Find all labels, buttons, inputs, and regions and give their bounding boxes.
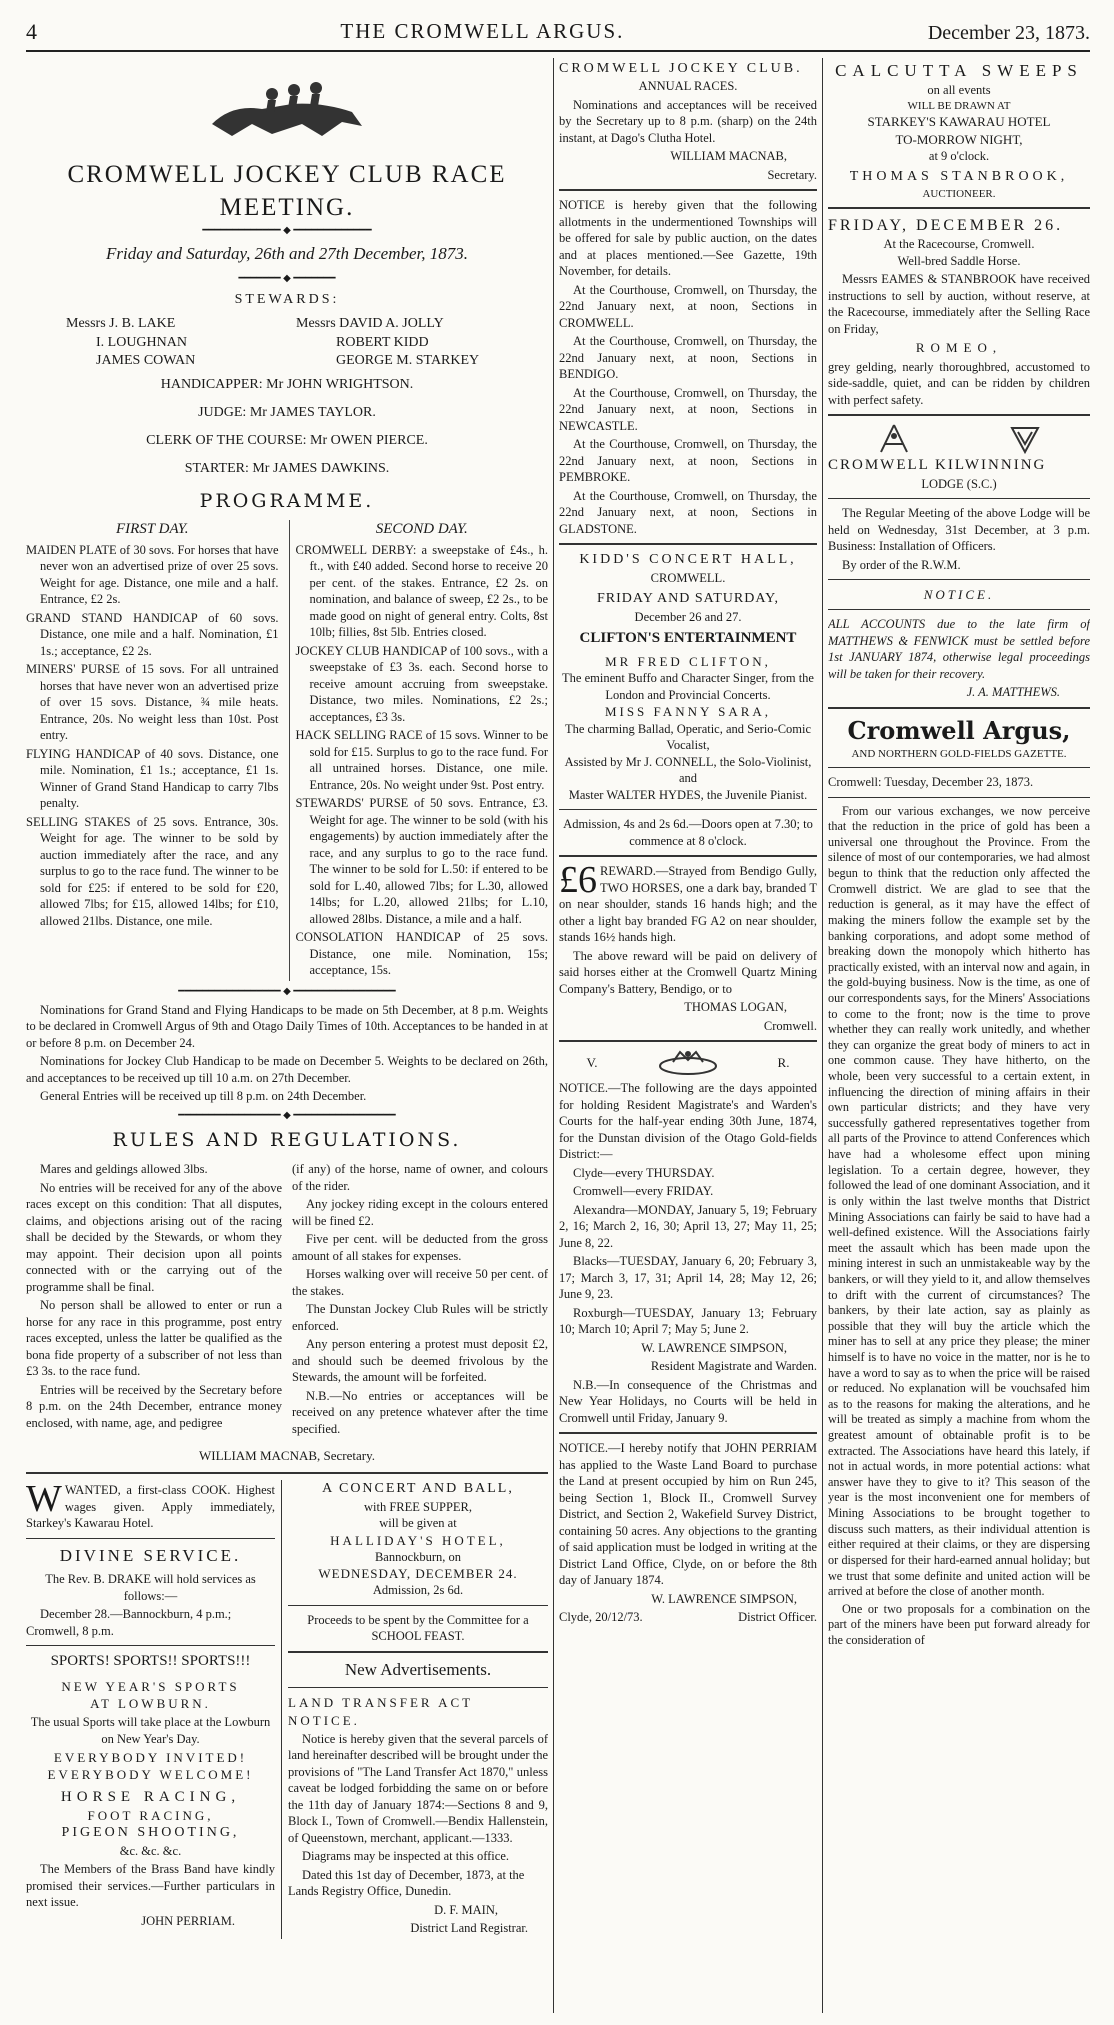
lodge-text: The Regular Meeting of the above Lodge will be held on Wednesday, 31st December, at 3 p.m. Business: Installation of Officers. [828,506,1090,554]
royal-crest-icon [653,1048,723,1078]
concert-text: will be given at [379,1516,457,1531]
allotment-item: At the Courthouse, Cromwell, on Thursday, the 22nd January next, at noon, Sections in BENDIGO. [559,334,817,382]
racehorses-illustration-icon [202,64,372,154]
reward-signature: Cromwell. [763,1018,817,1033]
notice-signature: J. A. MATTHEWS. [966,685,1060,700]
court-schedule: Alexandra—MONDAY, January 5, 19; February 2, 16; March 2, 16, 30; April 13, 27; May 11, 25; June 8, 22. [559,1202,817,1250]
lodge-title: CROMWELL KILWINNING [828,457,1047,474]
calcutta-text: on all events [927,83,991,98]
friday-text: Well-bred Saddle Horse. [897,253,1021,268]
kidd-text: The eminent Buffo and Character Singer, from the London and Provincial Concerts. [562,671,814,702]
rule-line [26,1645,275,1646]
calcutta-text: TO-MORROW NIGHT, [895,131,1023,147]
ornament-icon: ━━━━━━━━━━━━━ ◆ ━━━━━━━━━━━━━ [202,225,372,236]
race-entry: MAIDEN PLATE of 30 sovs. For horses that have never won an advertised prize of over 25 sovs. Weight for age. Distance, one mile and a half. Entrance, £2 2s. [26,542,279,607]
calcutta-text: at 9 o'clock. [928,148,990,163]
rule: N.B.—No entries or acceptances will be received on any pretence whatever after the time specified. [292,1388,548,1436]
rule: No person shall be allowed to enter or run a horse for any race in this programme, post entry races excepted, unless the latter be qualified as the bona fide property of a subscriber of not less than £3 3s. to the race fund. [26,1298,282,1379]
rule-line [26,1472,548,1474]
kidd-title: KIDD'S CONCERT HALL, [579,552,797,568]
sports-text: EVERYBODY WELCOME! [47,1767,254,1783]
cjc-signature: Secretary. [767,167,817,182]
race-entry: SELLING STAKES of 25 sovs. Entrance, 30s. Weight for age. The winner to be sold by auction immediately after the race, and any surplus to go to the race fund. The winner to be sold for £25: if entered to be sold for £20, allowed 7lbs; for £15, allowed 14lbs; for £10, allowed 21lbs. Distance, one mile. [26,814,279,928]
sports-title: SPORTS! SPORTS!! SPORTS!!! [50,1653,251,1670]
wanted-advert: WWANTED, a first-class COOK. Highest wages given. Apply immediately, Starkey's Kawarau Hotel. [26,1478,275,1531]
rules-heading: RULES AND REGULATIONS. [112,1128,462,1151]
allotment-notice: NOTICE is hereby given that the following allotments in the undermentioned Townships will be offered for sale by public auction, on the dates and at places mentioned.—See Gazette, 19th November, for details. [559,198,817,279]
nominations [26,1002,548,1105]
concert-text: Proceeds to be spent by the Committee for a SCHOOL FEAST. [307,1612,529,1644]
calcutta-text: STARKEY'S KAWARAU HOTEL [867,114,1051,130]
official: CLERK OF THE COURSE: Mr OWEN PIERCE. [146,432,428,448]
land-act-text: Diagrams may be inspected at this office. [302,1849,509,1864]
editorial-paragraph: From our various exchanges, we now perceive that the reduction in the price of gold has been a universal one throughout the Province. From the silence of most of our contemporaries, we had almost begun to think that the reduction only affected the Cromwell district. We are glad to see that the reduction is general, as it may have the effect of making the miners follow the example set by the banking corporations, and adopt some method of breaking down the monopoly which hitherto has practically existed, with an interval now and again, in the gold-buying business. Now is the time, as one of our correspondents says, for the Miners' Associations to come to the front; now is the time to prove whether they can really work unitedly, and whether they can organize the great body of miners to act in one common cause. They have hitherto, on the whole, been very successful to a certain extent, in influencing the direction of mining affairs in their own particular districts; and they have very successfully gathered representatives together from all parts of the Province to attend Conferences which have had a wholesome effect upon mining legislation. To a certain degree, however, they followed the lead of one dominant Association, and it is only within the last twelve months that District Mining Associations can fairly be said to have had a well-defined existence. Will the Associations fairly meet the assault which has been made upon the mining interest in such an unmistakeable way by the bankers, or will they yield to it, and allow themselves to drift with the current of circumstances? The bankers, by their late action, say as plainly as possible that they will buy the article which the miner has to sell at any price they please; the miner himself is to have no voice in the matter, nor is he to have a word to say as to when the price will be raised or reduced. No explanation will be vouchsafed him as to the reasons for making the alterations, and he will be treated as simply a machine from whom the greatest amount of obtainable profit is to be extracted. The Associations have heard this lately, if not in actual words, in more potential actions: what answer have they to give to it? This season of the year is the most inconvenient one for members of Mining Associations to be brought together to discuss such matters, as their individual attention is either required at their claims, or they are dispersing or dispersed for their hard-earned annual holiday; but we trust that some definite and united action will be arrived at before the close of another month. [828,803,1090,1599]
friday-text: Messrs EAMES & STANBROOK have received instructions to sell by auction, without reserve, at the Racecourse, immediately after the Selling Race on Friday, [828,272,1090,336]
kidd-advert [559,551,817,849]
rule: Five per cent. will be deducted from the gross amount of all stakes for expenses. [292,1232,548,1263]
rule: Entries will be received by the Secretary before 8 p.m. on the 24th December, entrance money enclosed, with name, age, and pedigree [26,1382,282,1430]
rule-line [828,707,1090,709]
rule: The Dunstan Jockey Club Rules will be strictly enforced. [292,1302,548,1333]
perriam-notice: NOTICE.—I hereby notify that JOHN PERRIAM has applied to the Waste Land Board to purchase the Land at present occupied by him on Run 245, being Section 1, Block II., Cromwell Survey District, and Section 2, Wakefield Survey District, containing 50 acres. Any objections to the granting of said application must be lodged in writing at the District Land Office, Clyde, on or before the 8th day of January 1874. [559,1441,817,1588]
sports-text: The Members of the Brass Band have kindly promised their services.—Further particulars in next issue. [26,1862,275,1910]
second-day-heading: SECOND DAY. [375,520,468,537]
court-schedule: Clyde—every THURSDAY. [573,1165,715,1180]
steward-name: Messrs DAVID A. JOLLY [296,316,444,332]
crest-letter: R. [777,1055,790,1071]
lodge-text: LODGE (S.C.) [921,476,997,491]
race-title: CROMWELL JOCKEY CLUB RACE MEETING. [67,161,507,221]
reward-signature: THOMAS LOGAN, [684,1000,787,1015]
sports-text: PIGEON SHOOTING, [61,1825,240,1841]
editorial-dateline: Cromwell: Tuesday, December 23, 1873. [828,775,1034,790]
lodge-text: By order of the R.W.M. [842,557,961,572]
newspaper-title: THE CROMWELL ARGUS. [340,19,625,44]
rule-line [559,189,817,191]
kidd-text: MR FRED CLIFTON, [605,654,771,670]
cjc-title: CROMWELL JOCKEY CLUB. [559,61,803,76]
concert-text: Admission, 2s 6d. [372,1583,464,1598]
kidd-text: Master WALTER HYDES, the Juvenile Pianist. [568,787,808,802]
steward-name: GEORGE M. STARKEY [336,353,480,369]
court-schedule: Blacks—TUESDAY, January 6, 20; February 3, 17; March 3, 17, 31; April 14, 28; May 12, 26; June 9, 23. [559,1254,817,1302]
race-meeting-advert [26,60,548,2015]
officials [26,371,548,483]
rule-line [288,1687,548,1688]
divine-text: The Rev. B. DRAKE will hold services as follows:— [45,1572,256,1603]
allotment-item: At the Courthouse, Cromwell, on Thursday, the 22nd January next, at noon, Sections in PEMBROKE. [559,437,817,485]
sports-signature: JOHN PERRIAM. [141,1913,235,1928]
land-act-text: Notice is hereby given that the several parcels of land hereinafter described will be brought under the provisions of "The Land Transfer Act 1870," unless caveat be lodged forbidding the same on or before the 11th day of January 1874:—Sections 8 and 9, Block I., Town of Cromwell.—Bendix Hallenstein, of Queenstown, merchant, applicant.—1333. [288,1731,548,1845]
lower-left-col [26,1480,282,1939]
lower-left-ads [26,1480,548,1939]
kidd-text: The charming Ballad, Operatic, and Serio-Comic Vocalist, [564,721,812,753]
masthead [26,14,1090,52]
concert-text: Bannockburn, on [374,1549,462,1564]
rule-line [26,1538,275,1539]
race-entry: CONSOLATION HANDICAP of 25 sovs. Distance, one mile. Nomination, 15s; acceptance, 15s. [295,930,548,978]
page-number: 4 [26,18,37,44]
steward-name: JAMES COWAN [96,353,196,369]
rule-line [559,1432,817,1434]
steward-name: Messrs J. B. LAKE [66,316,176,332]
courts-signature: W. LAWRENCE SIMPSON, [641,1340,787,1355]
secretary-signature: WILLIAM MACNAB, Secretary. [198,1448,376,1464]
sports-text: EVERYBODY INVITED! [53,1750,248,1766]
ornament-icon: ━━━━━━━━━━━━━━━━━ ◆ ━━━━━━━━━━━━━━━━━ [178,1109,396,1121]
ornament-icon: ━━━━━━━ ◆ ━━━━━━━ [238,272,336,284]
friday-title: FRIDAY, DECEMBER 26. [828,217,1064,235]
perriam-officer: District Officer. [738,1610,817,1625]
rule: (if any) of the horse, name of owner, and colours of the rider. [292,1162,548,1193]
editorial-masthead: Cromwell Argus, [847,715,1071,745]
official: JUDGE: Mr JAMES TAYLOR. [198,404,376,420]
cjc-text: Nominations and acceptances will be received by the Secretary up to 8 p.m. (sharp) on the 24th instant, at Dago's Clutha Hotel. [559,97,817,145]
rules [26,1159,548,1439]
official: STARTER: Mr JAMES DAWKINS. [184,460,390,476]
right-column [828,60,1090,2015]
rule-line [288,1605,548,1606]
masonic-emblems [828,422,1090,456]
editorial-subtitle: AND NORTHERN GOLD-FIELDS GAZETTE. [851,747,1067,760]
compass-emblem-icon [1008,422,1042,456]
calcutta-advert [828,60,1090,201]
reward-amount: £6 [559,859,597,902]
middle-column [559,60,817,2015]
court-schedule: Roxburgh—TUESDAY, January 13; February 10; March 10; April 7; May 5; June 2. [559,1305,817,1337]
concert-advert [288,1480,548,1645]
rule-line [559,809,817,810]
allotment-item: At the Courthouse, Cromwell, on Thursday, the 22nd January next, at noon, Sections in NEWCASTLE. [559,385,817,433]
race-dates: Friday and Saturday, 26th and 27th December, 1873. [106,244,468,264]
lower-mid-col [282,1480,548,1939]
official: HANDICAPPER: Mr JOHN WRIGHTSON. [160,376,414,392]
rule: Mares and geldings allowed 3lbs. [40,1162,208,1177]
concert-text: HALLIDAY'S HOTEL, [330,1532,506,1548]
sports-text: The usual Sports will take place at the Lowburn on New Year's Day. [30,1715,271,1746]
friday-text: grey gelding, nearly thoroughbred, accustomed to side-saddle, quiet, and can be ridden by children with perfect safety. [828,359,1090,407]
nominations-text: General Entries will be received up till 8 p.m. on 24th December. [40,1089,367,1104]
perriam-signature: W. LAWRENCE SIMPSON, [651,1591,797,1606]
courts-notice: NOTICE.—The following are the days appointed for holding Resident Magistrate's and Warden's Courts for the half-year ending 30th June, 1874, for the Dunstan division of the Otago Gold-fields District:— [559,1081,817,1162]
calcutta-text: WILL BE DRAWN AT [907,99,1011,112]
issue-date: December 23, 1873. [927,21,1090,44]
sports-text: &c. &c. &c. [119,1843,182,1858]
race-entry: FLYING HANDICAP of 40 sovs. Distance, one mile. Nomination, £1 1s.; acceptance, £1 1s. Winner of Grand Stand Handicap to carry 7lbs penalty. [26,746,279,811]
allotment-item: At the Courthouse, Cromwell, on Thursday, the 22nd January next, at noon, Sections in CROMWELL. [559,282,817,330]
rule-line [288,1651,548,1653]
notice-title: NOTICE. [923,587,995,603]
race-entry: JOCKEY CLUB HANDICAP of 100 sovs., with a sweepstake of £3 3s. each. Second horse to receive amount accruing from sweepstake. Distance, two miles. Nominations, £2 2s.; acceptances, £3 3s. [295,643,548,724]
sports-text: HORSE RACING, [60,1788,241,1805]
ornament-icon: ━━━━━━━━━━━━━━━━━ ◆ ━━━━━━━━━━━━━━━━━ [178,985,396,997]
race-entry: CROMWELL DERBY: a sweepstake of £4s., h. ft., with £40 added. Second horse to receive 20 per cent. of the stakes. Entrance, £2 2s. on nomination, and balance of sweep, £2 2s., to be made good on night of general entry. Colts, 8st 10lb; fillies, 8st 5lb. Entries closed. [295,542,548,640]
rule-line [828,207,1090,209]
rule: No entries will be received for any of the above races except on this condition: That all disputes, claims, and objections arising out of the racing shall be decided by the Stewards, or whom they may appoint. Their decision upon all points connected with or the carrying out of the programme shall be final. [26,1180,282,1294]
horse-name: ROMEO, [915,340,1003,356]
rule: Any jockey riding except in the colours entered will be fined £2. [292,1197,548,1228]
rule-line [828,414,1090,416]
rule: Any person entering a protest must deposit £2, and should such be deemed frivolous by the Stewards, the amount will be forfeited. [292,1337,548,1385]
rule: Horses walking over will receive 50 per cent. of the stakes. [292,1267,548,1298]
square-compass-icon [877,422,911,456]
perriam-place: Clyde, 20/12/73. [559,1610,643,1625]
land-act-signature: District Land Registrar. [410,1921,528,1936]
sports-text: AT LOWBURN. [90,1696,211,1712]
stewards-heading: STEWARDS: [234,291,340,307]
rule-line [559,1040,817,1042]
cjc-sub: ANNUAL RACES. [638,79,738,94]
cjc-signature: WILLIAM MACNAB, [670,149,787,164]
kidd-text: Assisted by Mr J. CONNELL, the Solo-Violinist, and [564,754,812,786]
kidd-text: December 26 and 27. [634,609,742,624]
reward-advert [559,859,817,946]
crest-letter: V. [586,1055,598,1071]
race-entry: HACK SELLING RACE of 15 sovs. Winner to be sold for £15. Surplus to go to the race fund. For all untrained horses. Distance, one mile. Entrance, 20s. No weight under 9st. Post entry. [295,728,548,792]
sports-text: NEW YEAR'S SPORTS [61,1678,240,1694]
reward-text: REWARD.—Strayed from Bendigo Gully, TWO HORSES, one a dark bay, branded T on near shoulder, stands 16 hands high; and the other a light bay branded FG A2 on near shoulder, stands 16½ hands high. [559,864,817,945]
rule-line [559,855,817,857]
rule-line [828,767,1090,768]
steward-name: ROBERT KIDD [336,334,429,350]
column-rule [553,58,554,2013]
kidd-text: MISS FANNY SARA, [604,704,772,720]
land-act-title: LAND TRANSFER ACT NOTICE. [288,1695,473,1728]
editorial-paragraph: One or two proposals for a combination on the part of the miners have been put forward already for the consideration of [828,1601,1090,1647]
column-rule [822,58,823,2013]
rule-line [559,543,817,545]
concert-text: with FREE SUPPER, [363,1499,472,1514]
concert-text: WEDNESDAY, DECEMBER 24. [318,1566,518,1582]
perriam-footer [559,1609,817,1626]
race-entry: GRAND STAND HANDICAP of 60 sovs. Distance, one mile and a half. Nomination, £1 1s.; acceptance, £2 2s. [26,610,279,658]
sports-text: FOOT RACING, [87,1808,214,1824]
programme-heading: PROGRAMME. [199,489,375,512]
kidd-entertainment: CLIFTON'S ENTERTAINMENT [579,630,797,647]
friday-text: At the Racecourse, Cromwell. [883,237,1035,252]
reward-text: The above reward will be paid on delivery of said horses either at the Cromwell Quartz Mining Company's Battery, Bendigo, or to [559,948,817,996]
kidd-text: CROMWELL. [650,570,726,585]
rule-line [828,579,1090,580]
rule-line [828,498,1090,499]
land-act-text: Dated this 1st day of December, 1873, at the Lands Registry Office, Dunedin. [288,1867,525,1899]
concert-title: A CONCERT AND BALL, [322,1481,514,1497]
stewards-list [66,315,548,370]
new-ads-heading: New Advertisements. [344,1659,492,1679]
nominations-text: Nominations for Grand Stand and Flying Handicaps to be made on 5th December, at 8 p.m. Weights to be declared in Cromwell Argus of 9th and Otago Daily Times of 10th. Acceptances to be handed in at or before 8 p.m. on December 24. [26,1002,548,1050]
calcutta-title: CALCUTTA SWEEPS [835,61,1083,80]
court-schedule: Cromwell—every FRIDAY. [573,1184,714,1199]
courts-signature: Resident Magistrate and Warden. [650,1359,817,1374]
divine-title: DIVINE SERVICE. [59,1545,242,1565]
rule-line [828,609,1090,610]
kidd-text: FRIDAY AND SATURDAY, [597,591,779,607]
allotment-item: At the Courthouse, Cromwell, on Thursday, the 22nd January next, at noon, Sections in GLADSTONE. [559,488,817,536]
kidd-text: Admission, 4s and 2s 6d.—Doors open at 7.30; to commence at 8 o'clock. [563,817,813,848]
courts-nb: N.B.—In consequence of the Christmas and New Year Holidays, no Courts will be held in Cromwell until Friday, January 9. [559,1377,817,1425]
steward-name: I. LOUGHNAN [96,334,187,350]
nominations-text: Nominations for Jockey Club Handicap to be made on December 5. Weights to be declared on 26th, and acceptances to be received up till 10 a.m. on 27th December. [26,1054,548,1085]
rule-line [828,797,1090,798]
calcutta-text: THOMAS STANBROOK, [849,169,1069,185]
calcutta-text: AUCTIONEER. [922,187,996,200]
race-entry: STEWARDS' PURSE of 50 sovs. Entrance, £3. Weight for age. The winner to be sold (with his engagements) by auction immediately after the race, and any surplus to go to the race fund. The winner to be sold for L.50: if entered to be sold for L.40, allowed 7lbs; for L.30, allowed 14lbs; for L.20, allowed 21lbs; for L.10, allowed 28lbs. Distance, a mile and a half. [295,796,548,926]
programme [26,520,548,981]
notice-text: ALL ACCOUNTS due to the late firm of MATTHEWS & FENWICK must be settled before 1st JANUARY 1874, otherwise legal proceedings will be taken for their recovery. [828,617,1090,681]
vr-crest [559,1048,817,1078]
race-entry: MINERS' PURSE of 15 sovs. For all untrained horses that have never won an advertised prize of over 15 sovs. Distance, ¾ mile heats. Entrance, 20s. No weight less than 10st. Post entry. [26,662,279,743]
land-act-signature: D. F. MAIN, [434,1902,498,1917]
divine-text: December 28.—Bannockburn, 4 p.m.; Cromwell, 8 p.m. [26,1607,232,1638]
first-day-heading: FIRST DAY. [115,520,189,537]
